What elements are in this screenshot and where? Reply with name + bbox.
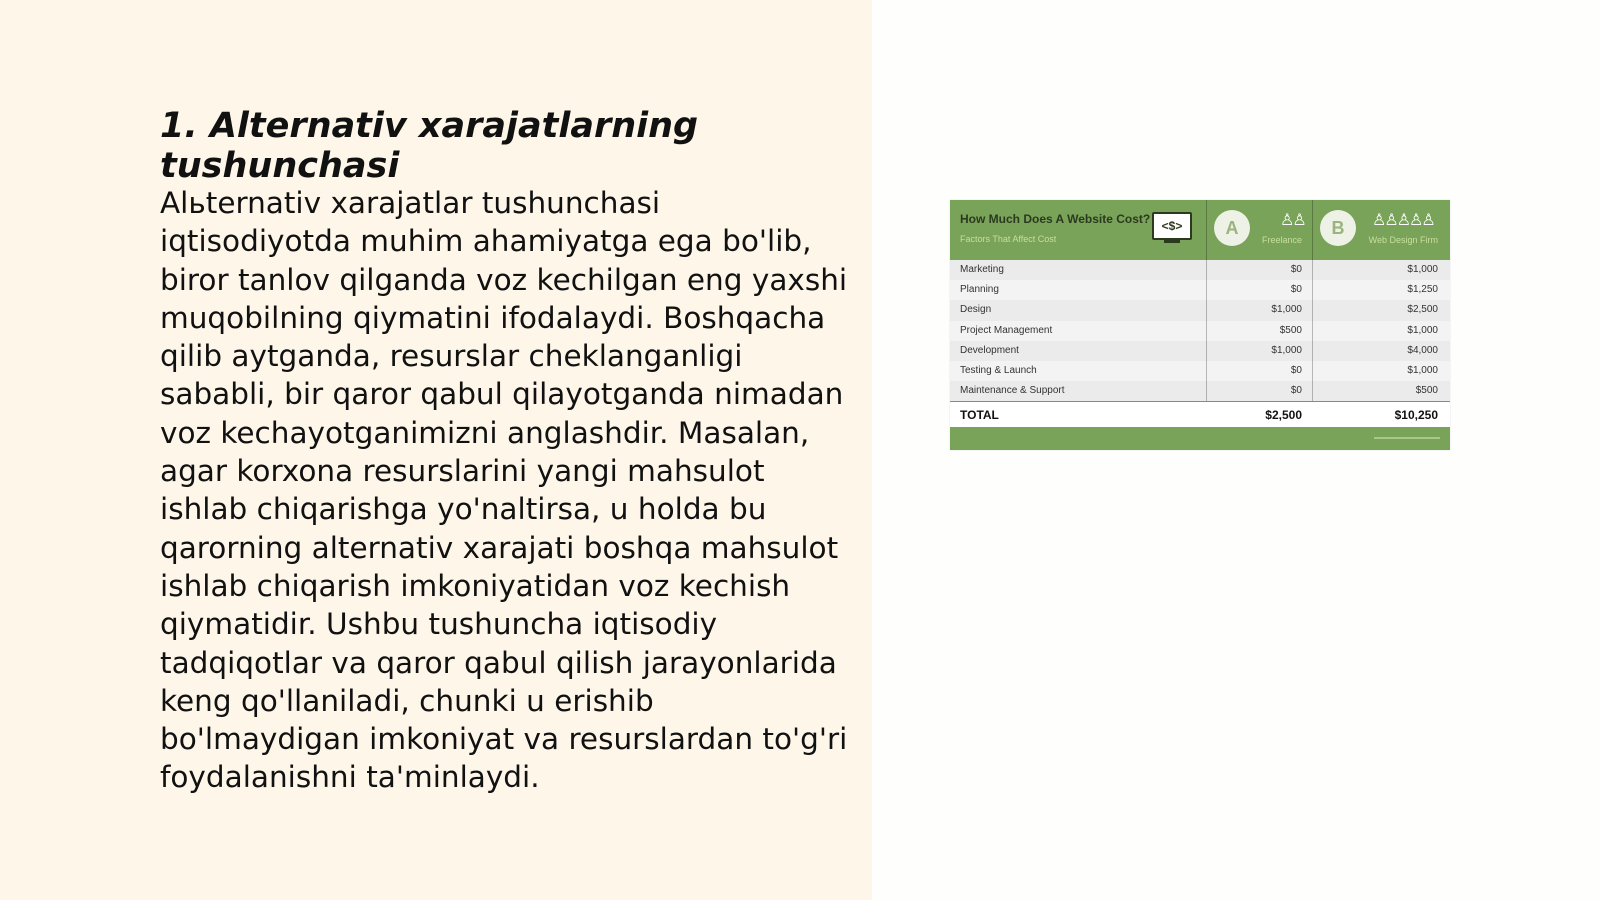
row-label: Design (960, 304, 992, 316)
option-b-label: Web Design Firm (1368, 235, 1438, 245)
option-a-value: $0 (1290, 264, 1302, 275)
image-panel (872, 0, 1600, 900)
cost-table (950, 260, 1450, 401)
total-option-b: $10,250 (1394, 408, 1438, 422)
total-option-a: $2,500 (1265, 408, 1302, 422)
option-b-value: $1,000 (1407, 364, 1438, 376)
row-label: Maintenance & Support (960, 385, 1065, 397)
total-label: TOTAL (960, 408, 999, 422)
slide-body-text: Alьternativ xarajatlar tushunchasi iqtisodiyotda muhim ahamiyatga ega bo'lib, biror tanlov qilganda voz kechilgan eng yaxshi muqobilning qiymatini ifodalaydi. Boshqacha qilib aytganda, resurslar cheklanganligi sababli, bir qaror qabul qilayotganda nimadan voz kechayotganimizni anglashdir. Masalan, agar korxona resurslarini yangi mahsulot ishlab chiqarishga yo'naltirsa, u holda bu qarorning alternativ xarajati boshqa mahsulot ishlab chiqarish imkoniyatidan voz kechish qiymatidir. Ushbu tushuncha iqtisodiy tadqiqotlar va qaror qabul qilish jarayonlarida keng qo'llaniladi, chunki u erishib bo'lmaydigan imkoniyat va resurslardan to'g'ri foydalanishni ta'minlaydi. (160, 186, 848, 795)
option-a-label: Freelance (1261, 235, 1302, 245)
infographic-subtitle: Factors That Affect Cost (960, 234, 1057, 244)
option-a-value: $0 (1290, 284, 1302, 296)
option-a-badge: A (1214, 210, 1250, 246)
row-label: Project Management (960, 324, 1053, 336)
row-label: Development (960, 344, 1019, 356)
table-row (950, 361, 1450, 381)
total-row (950, 401, 1450, 427)
option-b-value: $4,000 (1407, 344, 1438, 356)
option-a-value: $500 (1279, 324, 1302, 336)
table-row (950, 300, 1450, 320)
slide-title: 1. Alternativ xarajatlarning tushunchasi (160, 106, 699, 186)
option-b-value: $1,000 (1407, 324, 1438, 336)
row-label: Marketing (960, 264, 1004, 275)
table-row (950, 260, 1450, 280)
website-cost-infographic (950, 200, 1450, 450)
monitor-dollar-icon: <$> (1152, 212, 1192, 240)
footer-line (1374, 437, 1440, 439)
option-b-value: $2,500 (1407, 304, 1438, 316)
monitor-stand-icon (1164, 239, 1180, 243)
table-row (950, 381, 1450, 401)
infographic-footer (950, 427, 1450, 450)
option-a-value: $1,000 (1271, 304, 1302, 316)
people-icon: ♙♙♙♙♙ (1372, 212, 1434, 229)
row-label: Planning (960, 284, 999, 296)
table-row (950, 341, 1450, 361)
header-divider (1206, 200, 1207, 260)
row-label: Testing & Launch (960, 364, 1037, 376)
option-a-value: $1,000 (1271, 344, 1302, 356)
table-row (950, 321, 1450, 341)
option-a-value: $0 (1290, 364, 1302, 376)
option-b-value: $1,000 (1407, 264, 1438, 275)
infographic-header (950, 200, 1450, 260)
option-b-value: $500 (1415, 385, 1438, 397)
header-divider (1312, 200, 1313, 260)
option-b-badge: B (1320, 210, 1356, 246)
option-a-value: $0 (1290, 385, 1302, 397)
table-row (950, 280, 1450, 300)
infographic-title: How Much Does A Website Cost? (960, 212, 1151, 226)
option-b-value: $1,250 (1407, 284, 1438, 296)
people-icon: ♙♙ (1280, 212, 1305, 229)
